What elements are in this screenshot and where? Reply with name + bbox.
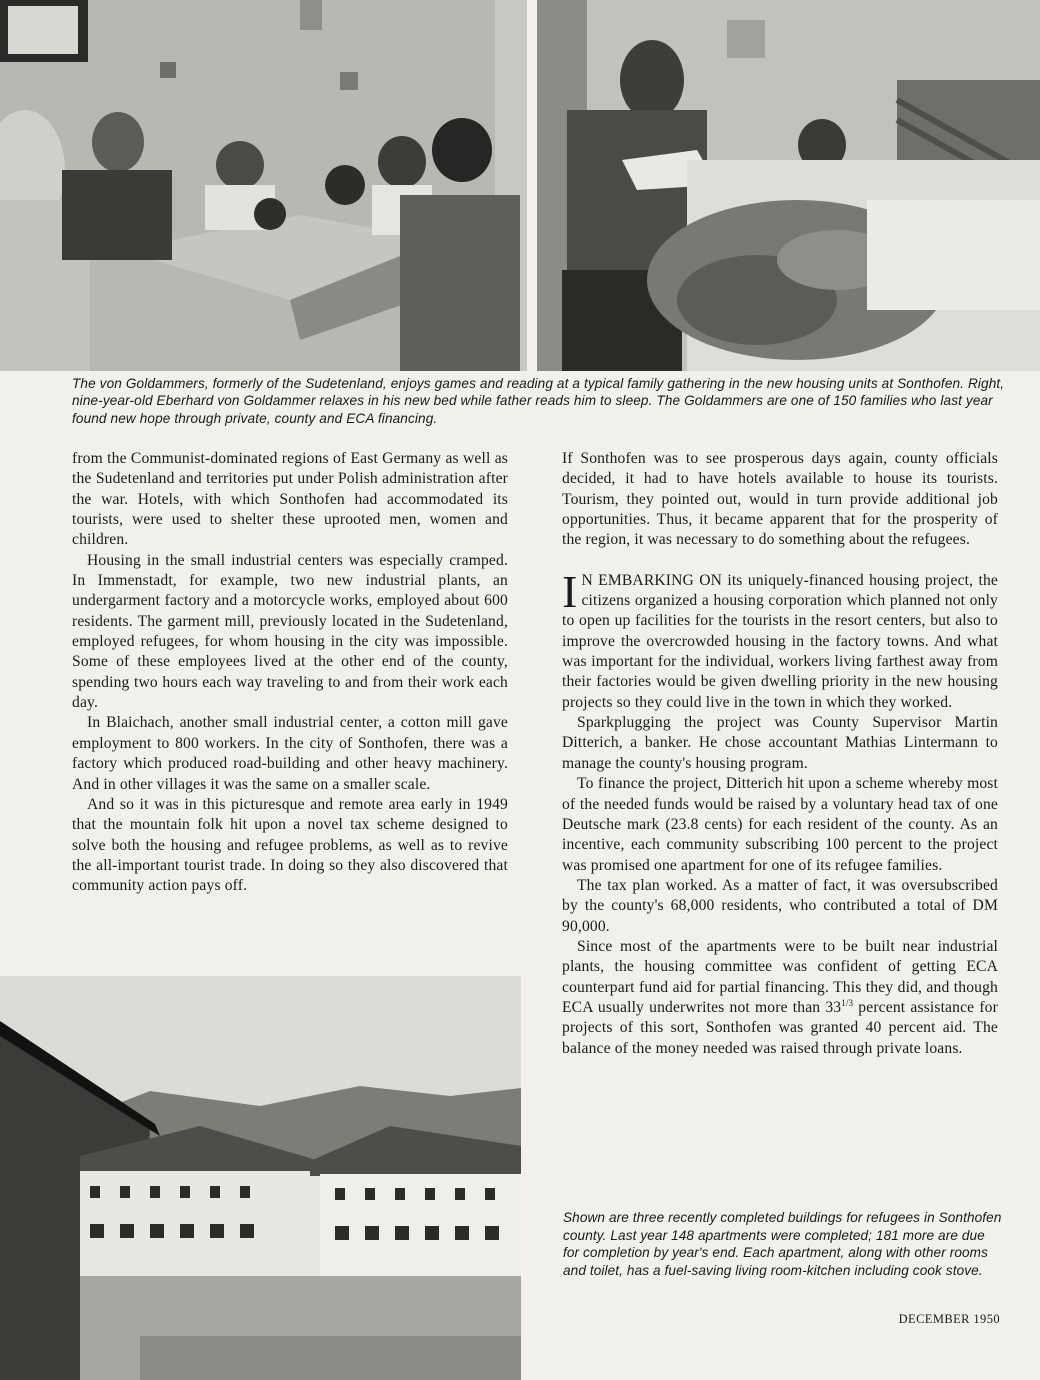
bedroom-illustration — [537, 0, 1040, 371]
fraction-one-third: 1/3 — [841, 997, 854, 1008]
apartment-buildings-photo — [0, 976, 521, 1380]
right-article-column — [562, 449, 998, 1059]
left-paragraph-3: In Blaichach, another small industrial center, a cotton mill gave employment to 800 workers. In the city of Sonthofen, there was a factory which produced road-building and other heavy machinery. And in other villages it was the same on a smaller scale. — [72, 714, 508, 793]
buildings-illustration — [0, 976, 521, 1380]
right-paragraph-1: If Sonthofen was to see prosperous days again, county officials decided, it had to have hotels available to house its tourists. Tourism, they pointed out, would in turn provide additional job opportunities. Thus, it became apparent that for the prosperity of the region, it was necessary to do something about the refugees. — [562, 450, 998, 549]
issue-date-footer: DECEMBER 1950 — [898, 1312, 1000, 1326]
right-paragraph-4: To finance the project, Ditterich hit upon a scheme whereby most of the needed funds would be raised by a voluntary head tax of one Deutsche mark (23.8 cents) for each resident of the county. As an incentive, each community subscribing 100 percent to the project was promised one apartment for one of its refugee families. — [562, 775, 998, 874]
right-paragraph-6-end: percent assistance for projects of this sort, Sonthofen was granted 40 percent aid. The balance of the money needed was raised through private loans. — [562, 998, 998, 1057]
right-paragraph-2-text: its uniquely-financed housing project, the citizens organized a housing corporation which planned not only to open up facilities for the tourists in the resort centers, but also to improve the overcrowded housing in the factory towns. And what was important for the individual, workers living farthest away from their factories would be given dwelling priority in the new housing projects so they could live in the town in which they worked. — [562, 571, 998, 711]
right-paragraph-3: Sparkplugging the project was County Supervisor Martin Ditterich, a banker. He chose accountant Mathias Lintermann to manage the county's housing program. — [562, 714, 998, 772]
family-gathering-photo — [0, 0, 527, 371]
left-article-column — [72, 449, 508, 897]
drop-cap: I — [562, 565, 578, 617]
right-paragraph-6 — [562, 937, 998, 1059]
buildings-caption: Shown are three recently completed buildings for refugees in Sonthofen county. Last year 148 apartments were completed; 181 more are due for completion by year's end. Each apartment, along with other rooms and toilet, has a fuel-saving living room-kitchen including cook stove. — [563, 1210, 1002, 1278]
right-paragraph-5: The tax plan worked. As a matter of fact, it was oversubscribed by the county's 68,000 residents, who contributed a total of DM 90,000. — [562, 876, 998, 935]
father-son-bedroom-photo — [537, 0, 1040, 371]
section-opening-caps: N EMBARKING ON — [581, 571, 723, 589]
left-paragraph-1: from the Communist-dominated regions of East Germany as well as the Sudetenland and territories put under Polish administration after the war. Hotels, with which Sonthofen had accommodated its tourists, were used to shelter these uprooted men, women and children. — [72, 450, 508, 549]
right-paragraph-2 — [562, 565, 998, 713]
family-gathering-illustration — [0, 0, 527, 371]
top-photo-caption: The von Goldammers, formerly of the Sudetenland, enjoys games and reading at a typical family gathering in the new housing units at Sonthofen. Right, nine-year-old Eberhard von Goldammer relaxes in his new bed while father reads him to sleep. The Goldammers are one of 150 families who last year found new hope through private, county and ECA financing. — [72, 376, 1005, 426]
section-break — [562, 551, 998, 571]
right-paragraph-6-start: Since most of the apartments were to be built near industrial plants, the housing committee was confident of getting ECA counterpart fund aid for partial financing. This they did, and though ECA usually underwrites not more than 33 — [562, 937, 998, 1016]
left-paragraph-4: And so it was in this picturesque and remote area early in 1949 that the mountain folk hit upon a novel tax scheme designed to solve both the housing and refugee problems, as well as to revive the all-important tourist trade. In doing so they also discovered that community action pays off. — [72, 795, 508, 895]
left-paragraph-2: Housing in the small industrial centers was especially cramped. In Immenstadt, for example, two new industrial plants, an undergarment factory and a motorcycle works, employed about 600 residents. The garment mill, previously located in the Sudetenland, employed refugees, for whom housing in the city was impossible. Some of these employees lived at the other end of the county, spending two hours each way traveling to and from their work each day. — [72, 551, 508, 712]
